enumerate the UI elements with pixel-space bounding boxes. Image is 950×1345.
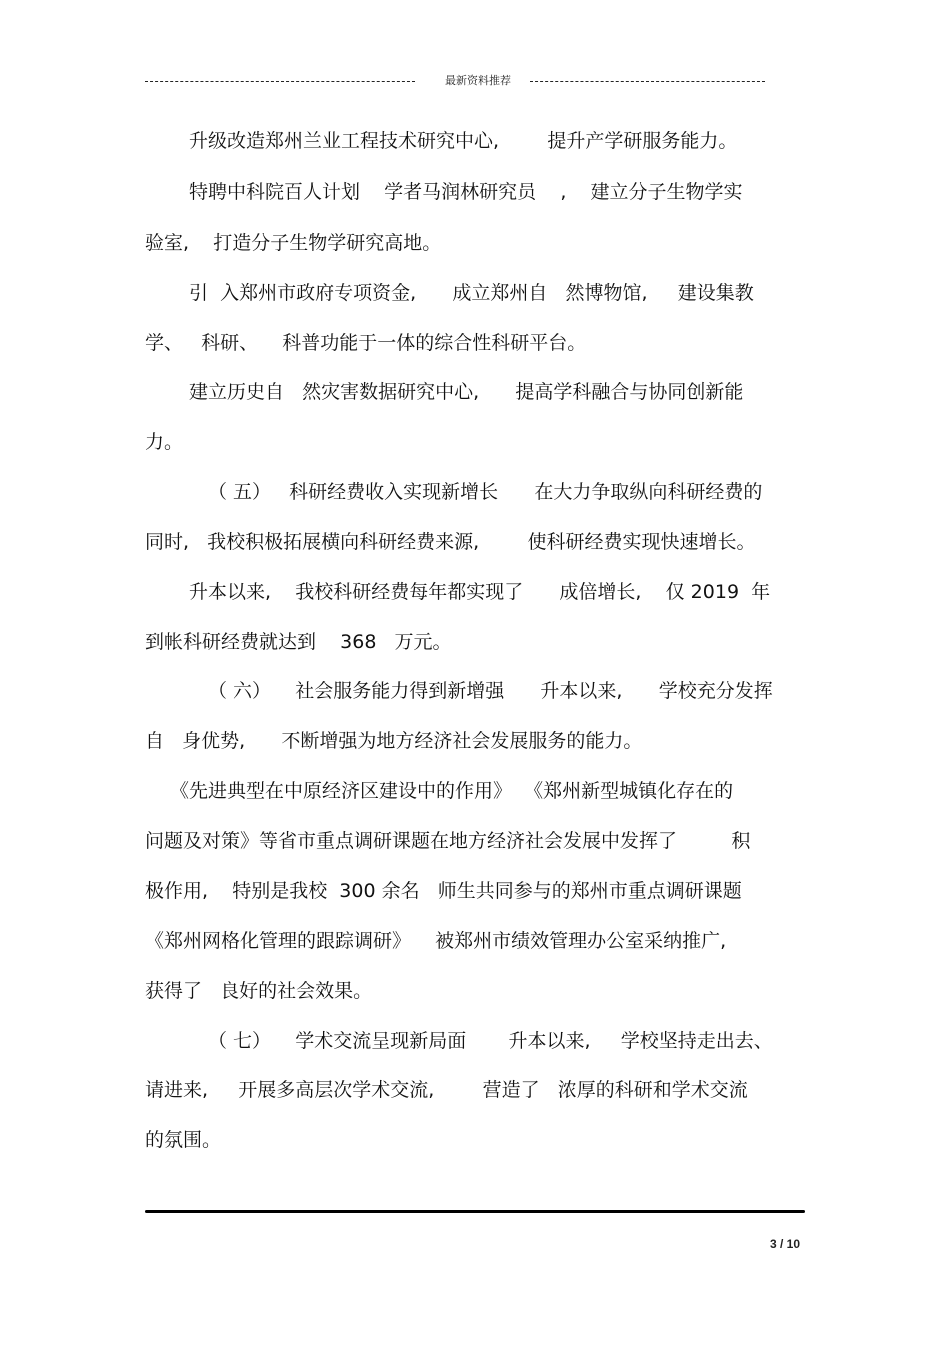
body-line: 学、 科研、 科普功能于一体的综合性科研平台。 <box>145 332 587 354</box>
body-line: （ 六） 社会服务能力得到新增强 升本以来, 学校充分发挥 <box>208 680 773 702</box>
body-line: 《郑州网格化管理的跟踪调研》 被郑州市绩效管理办公室采纳推广, <box>145 930 727 952</box>
body-line: 力。 <box>145 431 184 453</box>
body-line: 的氛围。 <box>145 1129 222 1151</box>
page-header <box>145 72 765 92</box>
body-line: 引 入郑州市政府专项资金, 成立郑州自 然博物馆, 建设集教 <box>189 282 754 304</box>
header-dashed-rule-right <box>530 81 765 82</box>
body-line: 同时, 我校积极拓展横向科研经费来源, 使科研经费实现快速增长。 <box>145 531 756 553</box>
body-line: 建立历史自 然灾害数据研究中心, 提高学科融合与协同创新能 <box>189 381 744 403</box>
body-line: （ 七） 学术交流呈现新局面 升本以来, 学校坚持走出去、 <box>208 1030 773 1052</box>
page-number: 3 / 10 <box>770 1237 801 1251</box>
header-title: 最新资料推荐 <box>445 74 511 87</box>
body-line: 到帐科研经费就达到 368 万元。 <box>145 631 452 653</box>
body-line: 获得了 良好的社会效果。 <box>145 980 373 1002</box>
body-line: 特聘中科院百人计划 学者马润林研究员 , 建立分子生物学实 <box>189 181 743 203</box>
body-line: 问题及对策》等省市重点调研课题在地方经济社会发展中发挥了 积 <box>145 830 751 852</box>
body-line: 极作用, 特别是我校 300 余名 师生共同参与的郑州市重点调研课题 <box>145 880 742 902</box>
footer-rule <box>145 1210 805 1213</box>
body-line: 验室, 打造分子生物学研究高地。 <box>145 232 442 254</box>
body-line: 《先进典型在中原经济区建设中的作用》 《郑州新型城镇化存在的 <box>170 780 734 802</box>
body-line: 请进来, 开展多高层次学术交流, 营造了 浓厚的科研和学术交流 <box>145 1079 748 1101</box>
body-line: 自 身优势, 不断增强为地方经济社会发展服务的能力。 <box>145 730 643 752</box>
header-dashed-rule-left <box>145 81 415 82</box>
body-line: 升级改造郑州兰业工程技术研究中心, 提升产学研服务能力。 <box>189 130 738 152</box>
body-line: 升本以来, 我校科研经费每年都实现了 成倍增长, 仅 2019 年 <box>189 581 771 603</box>
body-line: （ 五） 科研经费收入实现新增长 在大力争取纵向科研经费的 <box>208 481 763 503</box>
